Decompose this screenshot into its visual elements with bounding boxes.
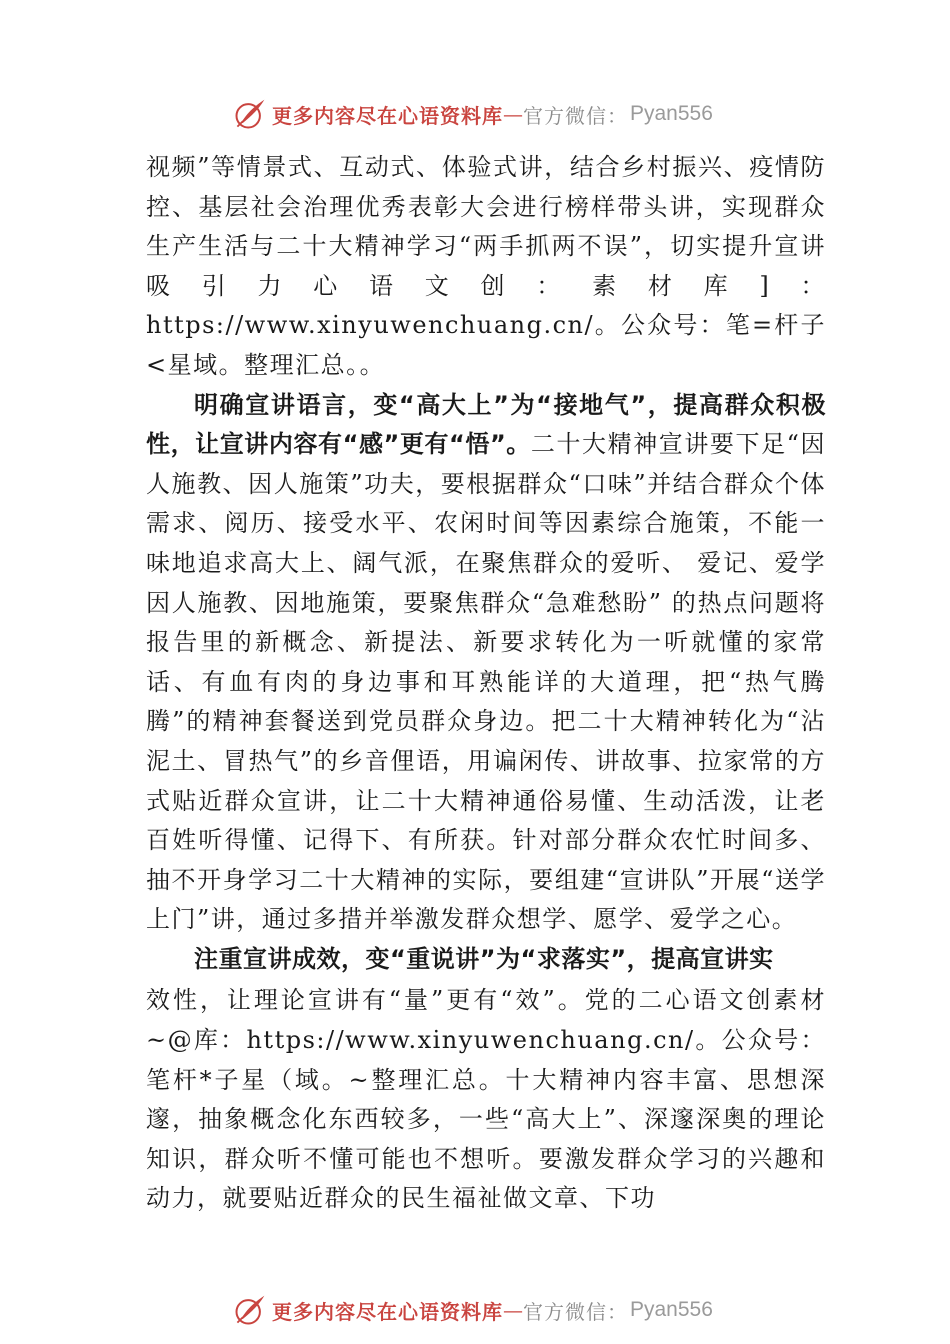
banner-wechat-label: 官方微信： <box>523 103 628 128</box>
footer-banner <box>232 1290 713 1330</box>
paragraph-3 <box>146 981 826 1219</box>
paragraph-2-text: 二十大精神宣讲要下足“因人施教、因人施策”功夫，要根据群众“口味”并结合群众个体需求、阅历、接受水平、农闲时间等因素综合施策，不能一味地追求高大上、阔气派，在聚焦群众的爱听、 爱记、爱学因人施教、因地施策，要聚焦群众“急难愁盼” 的热点问题将报告里的新概念、新提法、新要求转化为一听就懂的家常话、有血有肉的身边事和耳熟能详的大道理，把“热气腾腾”的精神套餐送到党员群众身边。把二十大精神转化为“沾泥土、冒热气”的乡音俚语，用谝闲传、讲故事、拉家常的方式贴近群众宣讲，让二十大精神通俗易懂、生动活泼，让老百姓听得懂、记得下、有所获。针对部分群众农忙时间多、抽不开身学习二十大精神的实际，要组建“宣讲队”开展“送学上门”讲，通过多措并举激发群众想学、愿学、爱学之心。 <box>146 430 826 934</box>
paragraph-2 <box>146 386 826 940</box>
banner-dash: — <box>503 102 523 126</box>
paragraph-3-text: 效性，让理论宣讲有“量”更有“效”。党的二心语文创素材~@库：https://www.xinyuwenchuang.cn/。公众号：笔杆*子星（域。~整理汇总。十大精神内容丰富、思想深邃，抽象概念化东西较多，一些“高大上”、深邃深奥的理论知识，群众听不懂可能也不想听。要激发群众学习的兴趣和动力，就要贴近群众的民生福祉做文章、下功 <box>146 986 826 1213</box>
document-body <box>146 148 826 1219</box>
footer-banner-title: 更多内容尽在心语资料库 <box>272 1299 503 1324</box>
footer-banner-wechat-id: Pyan556 <box>630 1298 713 1321</box>
paragraph-1-text: 视频”等情景式、互动式、体验式讲，结合乡村振兴、疫情防控、基层社会治理优秀表彰大会进行榜样带头讲，实现群众生产生活与二十大精神学习“两手抓两不误”，切实提升宣讲吸引力心语文创：素材库]：https://www.xinyuwenchuang.cn/。公众号：笔=杆子<星域。整理汇总。。 <box>146 153 826 379</box>
paragraph-3-heading: 注重宣讲成效，变“重说讲”为“求落实”，提高宣讲实 <box>194 944 774 973</box>
banner-title: 更多内容尽在心语资料库 <box>272 103 503 128</box>
banner-wechat-id: Pyan556 <box>630 102 713 125</box>
header-banner <box>232 94 713 134</box>
paragraph-2-heading: 明确宣讲语言，变“高大上”为“接地气”，提高群众积极性，让宣讲内容有“感”更有“悟”。 <box>146 390 826 459</box>
paragraph-3-heading-line <box>146 940 826 980</box>
paragraph-1 <box>146 148 826 386</box>
footer-banner-dash: — <box>503 1298 523 1322</box>
quill-pen-logo-icon <box>232 96 268 132</box>
quill-pen-logo-icon <box>232 1292 268 1328</box>
footer-banner-wechat-label: 官方微信： <box>523 1299 628 1324</box>
